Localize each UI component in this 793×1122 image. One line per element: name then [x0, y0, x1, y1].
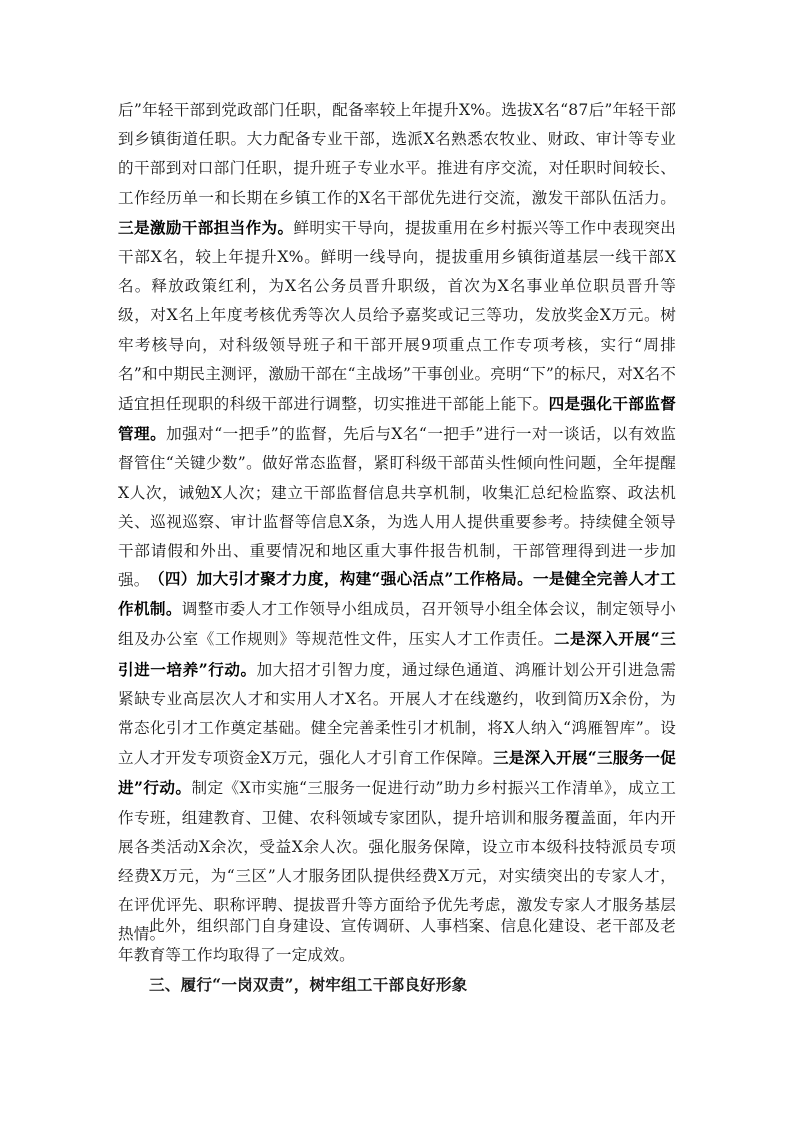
bold-lead-phrase: 四是强化干部监督管理。 [118, 394, 676, 444]
bold-lead-phrase: 三是深入开展“三服务一促进”行动。 [118, 748, 677, 798]
body-text: 此外，组织部门自身建设、宣传调研、人事档案、信息化建设、老干部及老年教育等工作均取得了一定成效。 [118, 917, 676, 965]
body-text: 加大招才引智力度，通过绿色通道、鸿雁计划公开引进急需紧缺专业高层次人才和实用人才X名。开展人才在线邀约，收到简历X余份，为常态化引才工作奠定基础。健全完善柔性引才机制，将X人纳入“鸿雁智库”。设立人才开发专项资金X万元，强化人才引育工作保障。 [118, 660, 676, 768]
bold-lead-phrase: 三是激励干部担当作为。 [118, 217, 294, 237]
section-heading-three: 三、履行“一岗双责”，树牢组工干部良好形象 [149, 975, 468, 994]
body-text: 后”年轻干部到党政部门任职，配备率较上年提升X%。选拔X名“87后”年轻干部到乡镇街道任职。大力配备专业干部，选派X名熟悉农牧业、财政、审计等专业的干部到对口部门任职，提升班子专业水平。推进有序交流，对任职时间较长、工作经历单一和长期在乡镇工作的X名干部优先进行交流，激发干部队伍活力。 [118, 101, 676, 207]
paragraph-cadre-work [118, 96, 676, 595]
bold-lead-phrase: （四）加大引才聚才力度，构建“强心活点”工作格局。一是健全完善人才工作机制。 [118, 569, 676, 619]
paragraph-other-achievements [118, 912, 676, 970]
paragraph-talent-work [118, 564, 676, 950]
body-text: 鲜明实干导向，提拔重用在乡村振兴等工作中表现突出干部X名，较上年提升X%。鲜明一线导向，提拔重用乡镇街道基层一线干部X名。释放政策红利，为X名公务员晋升职级，首次为X名事业单位职员晋升等级，对X名上年度考核优秀等次人员给予嘉奖或记三等功，发放奖金X万元。树牢考核导向，对科级领导班子和干部开展9项重点工作专项考核，实行“周排名”和中期民主测评，激励干部在“主战场”干事创业。亮明“下”的标尺，对X名不适宜担任现职的科级干部进行调整，切实推进干部能上能下。 [118, 218, 676, 414]
body-text: 制定《X市实施“三服务一促进行动”助力乡村振兴工作清单》，成立工作专班，组建教育、卫健、农科领域专家团队，提升培训和服务覆盖面，年内开展各类活动X余次，受益X余人次。强化服务保障，设立市本级科技特派员专项经费X万元，为“三区”人才服务团队提供经费X万元，对实绩突出的专家人才，在评优评先、职称评聘、提拔晋升等方面给予优先考虑，激发专家人才服务基层热情。 [118, 779, 676, 944]
body-text: 加强对“一把手”的监督，先后与X名“一把手”进行一对一谈话，以有效监督管住“关键少数”。做好常态监督，紧盯科级干部苗头性倾向性问题，全年提醒X人次，诫勉X人次；建立干部监督信息共享机制，收集汇总纪检监察、政法机关、巡视巡察、审计监督等信息X条，为选人用人提供重要参考。持续健全领导干部请假和外出、重要情况和地区重大事件报告机制，干部管理得到进一步加强。 [118, 425, 676, 590]
body-text: 调整市委人才工作领导小组成员，召开领导小组全体会议，制定领导小组及办公室《工作规则》等规范性文件，压实人才工作责任。 [118, 600, 676, 649]
bold-lead-phrase: 二是深入开展“三引进一培养”行动。 [118, 629, 676, 679]
